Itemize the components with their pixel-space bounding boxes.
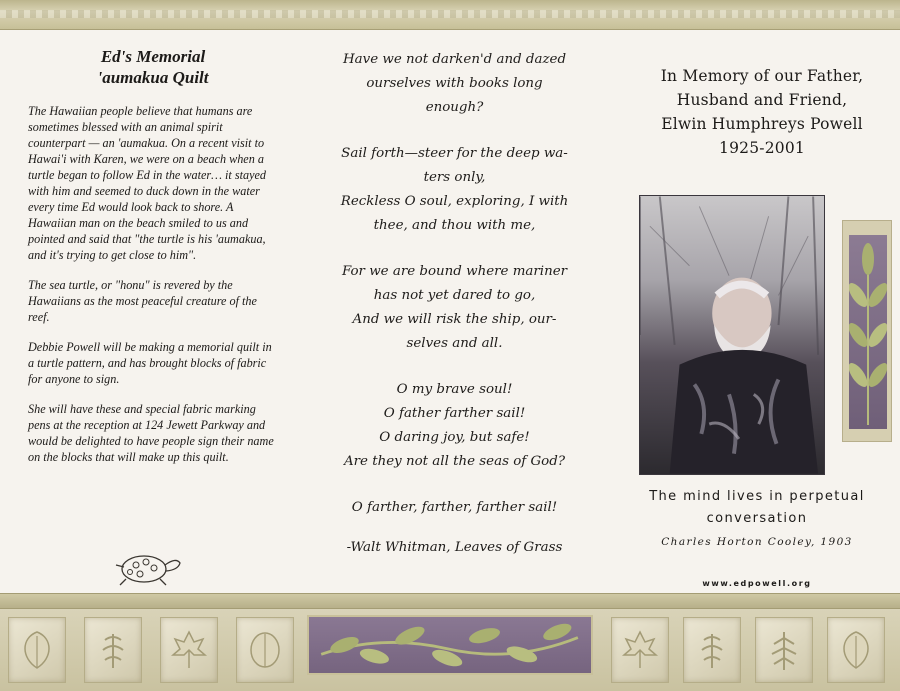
poem-line: Sail forth—steer for the deep wa- [341,146,568,161]
fern-icon [764,628,804,672]
leaf-icon [836,628,876,672]
poem-stanza [322,378,587,474]
poem-line: Have we not darken'd and dazed [342,52,567,67]
poem-line: O daring joy, but safe! [379,430,530,445]
leaf-tile [160,617,218,683]
side-leaf-strip [842,220,892,442]
memorial-line: Husband and Friend, [676,91,848,109]
poem-line: ourselves with books long [366,76,543,91]
leaf-tile [755,617,813,683]
leaf-stem-icon [849,235,887,429]
leaf-icon [245,628,285,672]
oak-leaf-icon [93,628,133,672]
poem-line: enough? [425,100,484,115]
leaf-tile [8,617,66,683]
quilt-title: Ed's Memorial 'aumakua Quilt [97,47,209,87]
cooley-quote [632,486,882,553]
leaf-tile [611,617,669,683]
memorial-name: Elwin Humphreys Powell [661,115,863,133]
bottom-border-strip [0,593,900,609]
poem-line: selves and all. [406,336,503,351]
leaf-tile [827,617,885,683]
poem-line: Are they not all the seas of God? [343,454,565,469]
aumakua-paragraph: The Hawaiian people believe that humans are sometimes blessed with an animal spirit counterpart — an 'aumakua. On a recent visit to Hawai'i with Karen, we were on a beach when a turtle began to follow Ed in the water… it stayed with him and seemed to duck down in the water every time Ed would look back to shore. A Hawaiian man on the beach smiled to us and pointed and said that "the turtle is his 'aumakua, and it's trying to get close to him". [28,104,266,262]
poem-line: O father farther sail! [383,406,526,421]
poem-line: has not yet dared to go, [373,288,536,303]
poem-stanza [322,48,587,120]
poem-stanza [322,260,587,356]
quote-line: The mind lives in perpetual [649,489,865,504]
leaf-vine-icon [309,617,591,673]
leaf-tile [84,617,142,683]
maple-leaf-icon [620,628,660,672]
poem-line: ters only, [423,170,486,185]
memorial-line: In Memory of our Father, [660,67,864,85]
top-border [0,0,900,30]
maple-leaf-icon [169,628,209,672]
website-url: www.edpowell.org [702,579,812,588]
leaf-vine-panel [307,615,593,675]
poem-stanza [322,142,587,238]
honu-paragraph: The sea turtle, or "honu" is revered by the Hawaiians as the most peaceful creature of the reef. [28,278,257,324]
leaf-icon [17,628,57,672]
leaf-tile [683,617,741,683]
memorial-years: 1925-2001 [719,139,805,157]
portrait-image [640,196,824,474]
quote-line: conversation [706,511,808,526]
memorial-header [632,64,892,160]
poem-line: O farther, farther, farther sail! [351,500,558,515]
poem-line: For we are bound where mariner [341,264,568,279]
poem-line: Reckless O soul, exploring, I with [340,194,569,209]
poem-line: O my brave soul! [396,382,513,397]
poem-line: thee, and thou with me, [373,218,536,233]
memorial-dedication [632,64,892,160]
leaf-tile [236,617,294,683]
poem-stanza [322,496,587,520]
quilt-panel [28,46,278,479]
turtle-icon [110,545,184,589]
quote-author: Charles Horton Cooley, 1903 [661,536,853,548]
oak-leaf-icon [692,628,732,672]
quilt-paragraph: Debbie Powell will be making a memorial quilt in a turtle pattern, and has brought blocks of fabric for anyone to sign. [28,340,272,386]
reception-paragraph: She will have these and special fabric marking pens at the reception at 124 Jewett Parkway and would be delighted to have people sign their name on the blocks that will make up this quilt. [28,402,274,464]
poem-panel [322,48,587,555]
portrait-photo [639,195,825,475]
poem-line: And we will risk the ship, our- [352,312,557,327]
poem-attribution: -Walt Whitman, Leaves of Grass [346,540,563,555]
